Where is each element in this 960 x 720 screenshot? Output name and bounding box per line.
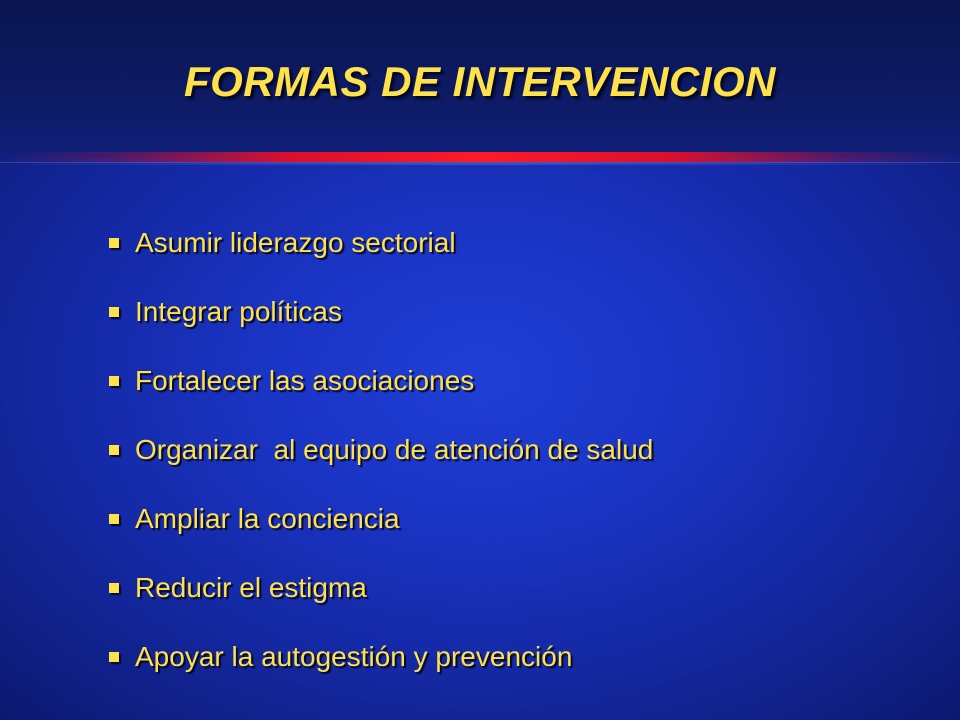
square-bullet-icon <box>109 376 119 386</box>
list-item <box>106 415 653 484</box>
square-bullet-icon <box>109 583 119 593</box>
square-bullet-icon <box>109 652 119 662</box>
bullet-text: Integrar políticas <box>135 295 342 327</box>
bullet-text: Fortalecer las asociaciones <box>135 364 475 396</box>
square-bullet-icon <box>109 307 119 317</box>
square-bullet-icon <box>109 445 119 455</box>
bullet-text: Ampliar la conciencia <box>135 502 400 534</box>
bullet-list <box>106 208 653 691</box>
bullet-text: Reducir el estigma <box>135 571 367 603</box>
title-divider <box>0 152 960 162</box>
bullet-text: Apoyar la autogestión y prevención <box>135 640 573 672</box>
list-item <box>106 622 653 691</box>
list-item <box>106 208 653 277</box>
list-item <box>106 484 653 553</box>
square-bullet-icon <box>109 514 119 524</box>
square-bullet-icon <box>109 238 119 248</box>
slide-title: FORMAS DE INTERVENCION <box>183 58 777 105</box>
list-item <box>106 553 653 622</box>
bullet-text: Asumir liderazgo sectorial <box>135 226 456 258</box>
list-item <box>106 346 653 415</box>
bullet-text: Organizar al equipo de atención de salud <box>135 433 654 465</box>
list-item <box>106 277 653 346</box>
